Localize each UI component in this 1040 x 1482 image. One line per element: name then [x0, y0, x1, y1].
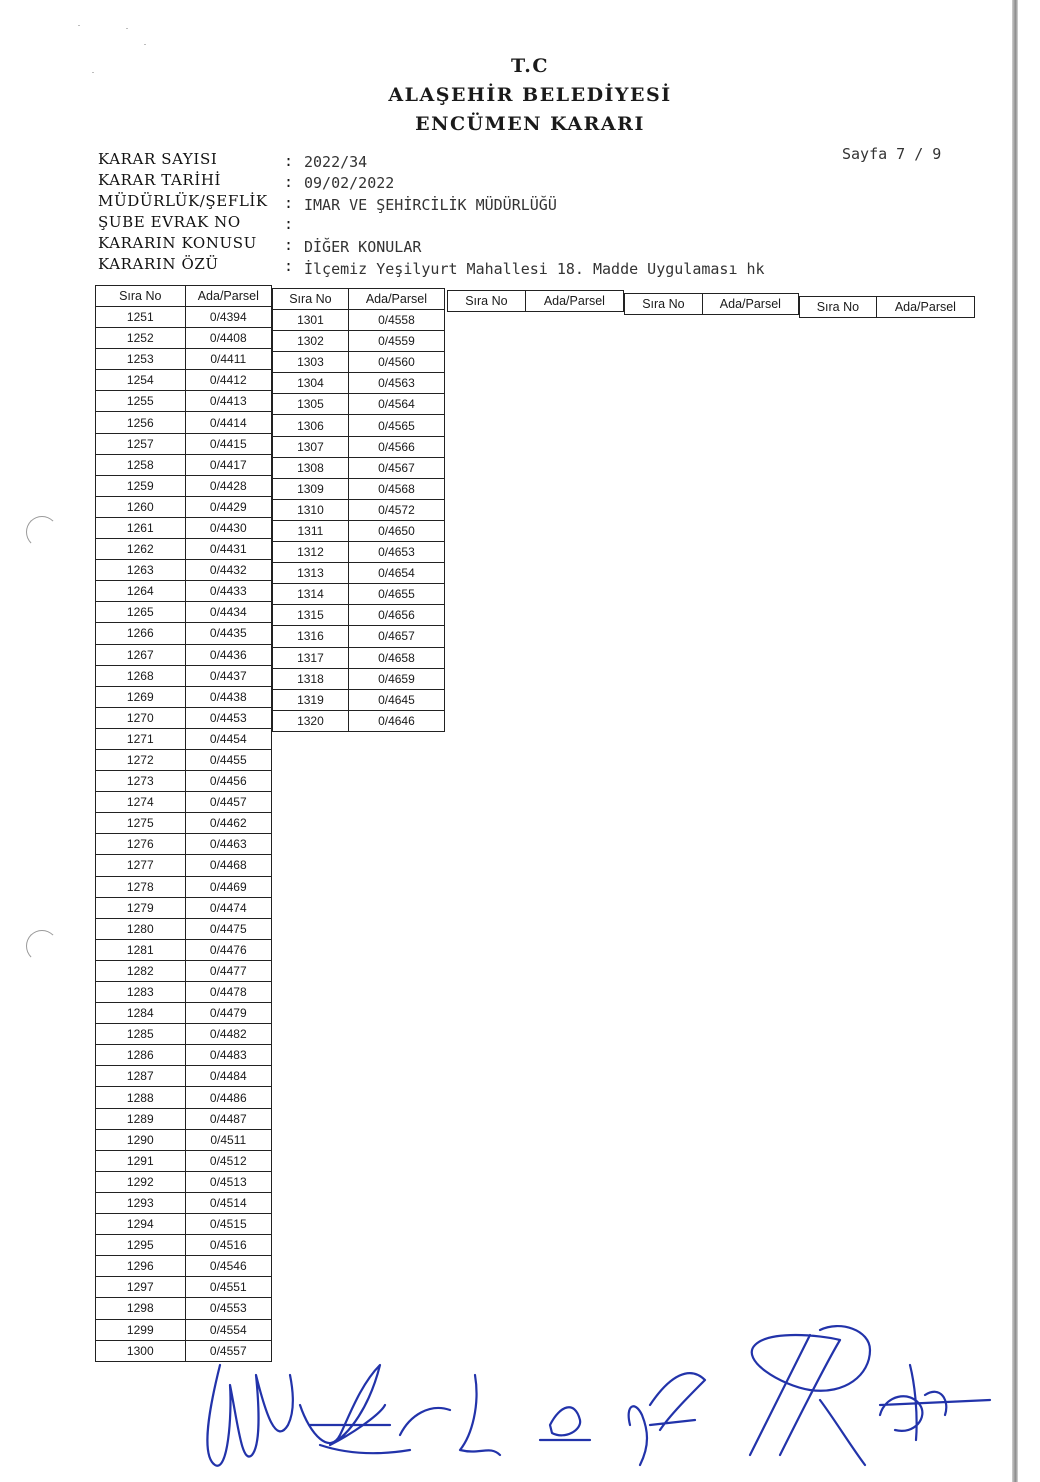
sira-no-cell: 1301 — [273, 310, 349, 331]
table-row — [96, 433, 272, 454]
sira-no-cell: 1264 — [96, 581, 186, 602]
table-row — [96, 686, 272, 707]
sira-no-cell: 1253 — [96, 349, 186, 370]
page-indicator: Sayfa 7 / 9 — [842, 145, 942, 163]
table-row — [273, 689, 445, 710]
scan-speck — [126, 28, 128, 29]
sira-no-cell: 1277 — [96, 855, 186, 876]
ada-parsel-cell: 0/4572 — [348, 499, 444, 520]
sira-no-cell: 1317 — [273, 647, 349, 668]
table-row — [96, 1045, 272, 1066]
meta-colon: : — [284, 257, 294, 275]
ada-parsel-cell: 0/4432 — [185, 560, 271, 581]
sira-no-cell: 1252 — [96, 328, 186, 349]
table-row — [96, 1066, 272, 1087]
sira-no-cell: 1268 — [96, 665, 186, 686]
ada-parsel-cell: 0/4563 — [348, 373, 444, 394]
parcel-table-group-1 — [95, 285, 272, 1362]
col-header-ada-parsel: Ada/Parsel — [525, 291, 623, 312]
sira-no-cell: 1288 — [96, 1087, 186, 1108]
header-line-3: ENCÜMEN KARARI — [415, 113, 645, 135]
ada-parsel-cell: 0/4646 — [348, 710, 444, 731]
punch-hole-top — [26, 516, 58, 548]
ada-parsel-cell: 0/4437 — [185, 665, 271, 686]
ada-parsel-cell: 0/4431 — [185, 539, 271, 560]
table-row — [96, 1150, 272, 1171]
table-row — [273, 668, 445, 689]
sira-no-cell: 1272 — [96, 749, 186, 770]
sira-no-cell: 1290 — [96, 1129, 186, 1150]
table-row — [96, 412, 272, 433]
sira-no-cell: 1269 — [96, 686, 186, 707]
table-row — [96, 496, 272, 517]
table-row — [96, 982, 272, 1003]
sira-no-cell: 1305 — [273, 394, 349, 415]
ada-parsel-cell: 0/4438 — [185, 686, 271, 707]
ada-parsel-cell: 0/4565 — [348, 415, 444, 436]
ada-parsel-cell: 0/4469 — [185, 876, 271, 897]
ada-parsel-cell: 0/4657 — [348, 626, 444, 647]
ada-parsel-cell: 0/4477 — [185, 960, 271, 981]
ada-parsel-cell: 0/4453 — [185, 707, 271, 728]
ada-parsel-cell: 0/4487 — [185, 1108, 271, 1129]
ada-parsel-cell: 0/4476 — [185, 939, 271, 960]
table-row — [96, 918, 272, 939]
sira-no-cell: 1280 — [96, 918, 186, 939]
sira-no-cell: 1270 — [96, 707, 186, 728]
table-row — [96, 623, 272, 644]
sira-no-cell: 1294 — [96, 1214, 186, 1235]
table-row — [273, 542, 445, 563]
ada-parsel-cell: 0/4414 — [185, 412, 271, 433]
table-header-row — [448, 291, 624, 312]
col-header-ada-parsel: Ada/Parsel — [876, 297, 974, 318]
sira-no-cell: 1318 — [273, 668, 349, 689]
meta-colon: : — [284, 173, 294, 191]
sira-no-cell: 1261 — [96, 517, 186, 538]
ada-parsel-cell: 0/4659 — [348, 668, 444, 689]
ada-parsel-cell: 0/4436 — [185, 644, 271, 665]
ada-parsel-cell: 0/4457 — [185, 792, 271, 813]
sira-no-cell: 1306 — [273, 415, 349, 436]
table-row — [96, 1171, 272, 1192]
col-header-ada-parsel: Ada/Parsel — [702, 294, 798, 315]
table-row — [96, 897, 272, 918]
handwritten-signatures — [180, 1305, 1010, 1482]
sira-no-cell: 1279 — [96, 897, 186, 918]
table-row — [96, 728, 272, 749]
parcel-table-group-4 — [624, 293, 799, 315]
ada-parsel-cell: 0/4512 — [185, 1150, 271, 1171]
table-row — [96, 1087, 272, 1108]
meta-label: MÜDÜRLÜK/ŞEFLİK — [98, 192, 268, 210]
sira-no-cell: 1266 — [96, 623, 186, 644]
ada-parsel-cell: 0/4474 — [185, 897, 271, 918]
ada-parsel-cell: 0/4463 — [185, 834, 271, 855]
punch-hole-bottom — [26, 930, 58, 962]
ada-parsel-cell: 0/4478 — [185, 982, 271, 1003]
table-row — [96, 707, 272, 728]
col-header-ada-parsel: Ada/Parsel — [185, 286, 271, 307]
meta-value: DİĞER KONULAR — [304, 238, 422, 256]
sira-no-cell: 1257 — [96, 433, 186, 454]
meta-value: IMAR VE ŞEHİRCİLİK MÜDÜRLÜĞÜ — [304, 196, 557, 214]
ada-parsel-cell: 0/4435 — [185, 623, 271, 644]
table-row — [273, 457, 445, 478]
sira-no-cell: 1278 — [96, 876, 186, 897]
signature-4 — [540, 1407, 590, 1440]
table-row — [96, 1108, 272, 1129]
sira-no-cell: 1295 — [96, 1235, 186, 1256]
ada-parsel-cell: 0/4479 — [185, 1003, 271, 1024]
meta-value: 2022/34 — [304, 153, 368, 171]
ada-parsel-cell: 0/4658 — [348, 647, 444, 668]
ada-parsel-cell: 0/4553 — [185, 1298, 271, 1319]
ada-parsel-cell: 0/4558 — [348, 310, 444, 331]
parcel-table-group-5 — [799, 296, 975, 318]
sira-no-cell: 1309 — [273, 478, 349, 499]
sira-no-cell: 1291 — [96, 1150, 186, 1171]
table-row — [96, 370, 272, 391]
sira-no-cell: 1260 — [96, 496, 186, 517]
table-header-row — [96, 286, 272, 307]
ada-parsel-cell: 0/4546 — [185, 1256, 271, 1277]
ada-parsel-cell: 0/4513 — [185, 1171, 271, 1192]
table-row — [96, 771, 272, 792]
sira-no-cell: 1287 — [96, 1066, 186, 1087]
table-row — [96, 454, 272, 475]
table-row — [96, 792, 272, 813]
table-row — [273, 478, 445, 499]
table-row — [96, 391, 272, 412]
scan-speck — [92, 72, 94, 73]
ada-parsel-cell: 0/4551 — [185, 1277, 271, 1298]
table-row — [273, 520, 445, 541]
ada-parsel-cell: 0/4515 — [185, 1214, 271, 1235]
meta-label: KARAR SAYISI — [98, 150, 218, 168]
sira-no-cell: 1259 — [96, 475, 186, 496]
ada-parsel-cell: 0/4484 — [185, 1066, 271, 1087]
sira-no-cell: 1262 — [96, 539, 186, 560]
signature-5 — [629, 1373, 705, 1465]
table-row — [96, 644, 272, 665]
parcel-table-group-2 — [272, 288, 445, 732]
sira-no-cell: 1300 — [96, 1340, 186, 1361]
meta-colon: : — [284, 152, 294, 170]
table-header-row — [625, 294, 799, 315]
scan-edge — [1012, 0, 1018, 1482]
sira-no-cell: 1271 — [96, 728, 186, 749]
sira-no-cell: 1258 — [96, 454, 186, 475]
ada-parsel-cell: 0/4655 — [348, 584, 444, 605]
sira-no-cell: 1274 — [96, 792, 186, 813]
ada-parsel-cell: 0/4417 — [185, 454, 271, 475]
table-row — [273, 310, 445, 331]
sira-no-cell: 1297 — [96, 1277, 186, 1298]
meta-colon: : — [284, 236, 294, 254]
table-row — [96, 475, 272, 496]
table-row — [96, 328, 272, 349]
parcel-table-group-3 — [447, 290, 624, 312]
ada-parsel-cell: 0/4656 — [348, 605, 444, 626]
sira-no-cell: 1282 — [96, 960, 186, 981]
scan-speck — [144, 44, 146, 45]
ada-parsel-cell: 0/4408 — [185, 328, 271, 349]
sira-no-cell: 1256 — [96, 412, 186, 433]
signature-3 — [400, 1375, 500, 1455]
sira-no-cell: 1263 — [96, 560, 186, 581]
ada-parsel-cell: 0/4566 — [348, 436, 444, 457]
sira-no-cell: 1273 — [96, 771, 186, 792]
ada-parsel-cell: 0/4511 — [185, 1129, 271, 1150]
table-row — [273, 647, 445, 668]
col-header-ada-parsel: Ada/Parsel — [348, 289, 444, 310]
table-row — [96, 1235, 272, 1256]
document-header — [360, 52, 700, 139]
table-row — [96, 749, 272, 770]
ada-parsel-cell: 0/4554 — [185, 1319, 271, 1340]
sira-no-cell: 1298 — [96, 1298, 186, 1319]
col-header-sira-no: Sıra No — [800, 297, 877, 318]
table-row — [96, 939, 272, 960]
sira-no-cell: 1312 — [273, 542, 349, 563]
ada-parsel-cell: 0/4483 — [185, 1045, 271, 1066]
ada-parsel-cell: 0/4514 — [185, 1192, 271, 1213]
table-row — [273, 710, 445, 731]
sira-no-cell: 1316 — [273, 626, 349, 647]
table-row — [96, 665, 272, 686]
sira-no-cell: 1251 — [96, 307, 186, 328]
header-line-2: ALAŞEHİR BELEDİYESİ — [388, 84, 672, 106]
table-row — [96, 1256, 272, 1277]
ada-parsel-cell: 0/4462 — [185, 813, 271, 834]
ada-parsel-cell: 0/4394 — [185, 307, 271, 328]
signature-7 — [880, 1365, 990, 1440]
table-header-row — [800, 297, 975, 318]
ada-parsel-cell: 0/4434 — [185, 602, 271, 623]
ada-parsel-cell: 0/4650 — [348, 520, 444, 541]
ada-parsel-cell: 0/4413 — [185, 391, 271, 412]
ada-parsel-cell: 0/4559 — [348, 331, 444, 352]
signature-1 — [207, 1365, 292, 1466]
sira-no-cell: 1267 — [96, 644, 186, 665]
table-row — [96, 560, 272, 581]
table-header-row — [273, 289, 445, 310]
sira-no-cell: 1310 — [273, 499, 349, 520]
ada-parsel-cell: 0/4653 — [348, 542, 444, 563]
table-row — [273, 394, 445, 415]
sira-no-cell: 1303 — [273, 352, 349, 373]
meta-value: 09/02/2022 — [304, 174, 395, 192]
table-row — [96, 1214, 272, 1235]
meta-colon: : — [284, 194, 294, 212]
sira-no-cell: 1307 — [273, 436, 349, 457]
sira-no-cell: 1276 — [96, 834, 186, 855]
table-row — [96, 1129, 272, 1150]
ada-parsel-cell: 0/4454 — [185, 728, 271, 749]
col-header-sira-no: Sıra No — [625, 294, 703, 315]
sira-no-cell: 1284 — [96, 1003, 186, 1024]
ada-parsel-cell: 0/4568 — [348, 478, 444, 499]
table-row — [273, 331, 445, 352]
ada-parsel-cell: 0/4433 — [185, 581, 271, 602]
meta-label: KARAR TARİHİ — [98, 171, 222, 189]
sira-no-cell: 1285 — [96, 1024, 186, 1045]
col-header-sira-no: Sıra No — [96, 286, 186, 307]
sira-no-cell: 1255 — [96, 391, 186, 412]
col-header-sira-no: Sıra No — [273, 289, 349, 310]
table-row — [96, 539, 272, 560]
table-row — [96, 1024, 272, 1045]
sira-no-cell: 1302 — [273, 331, 349, 352]
sira-no-cell: 1275 — [96, 813, 186, 834]
sira-no-cell: 1265 — [96, 602, 186, 623]
meta-label: KARARIN ÖZÜ — [98, 255, 219, 273]
table-row — [273, 563, 445, 584]
table-row — [96, 1003, 272, 1024]
table-row — [96, 834, 272, 855]
sira-no-cell: 1308 — [273, 457, 349, 478]
ada-parsel-cell: 0/4567 — [348, 457, 444, 478]
table-row — [96, 1192, 272, 1213]
sira-no-cell: 1314 — [273, 584, 349, 605]
ada-parsel-cell: 0/4557 — [185, 1340, 271, 1361]
header-line-1: T.C — [511, 55, 549, 77]
table-row — [273, 605, 445, 626]
table-row — [96, 581, 272, 602]
sira-no-cell: 1320 — [273, 710, 349, 731]
table-row — [273, 626, 445, 647]
ada-parsel-cell: 0/4564 — [348, 394, 444, 415]
table-row — [273, 352, 445, 373]
sira-no-cell: 1289 — [96, 1108, 186, 1129]
meta-label: ŞUBE EVRAK NO — [98, 213, 241, 231]
sira-no-cell: 1293 — [96, 1192, 186, 1213]
sira-no-cell: 1292 — [96, 1171, 186, 1192]
table-row — [96, 307, 272, 328]
ada-parsel-cell: 0/4415 — [185, 433, 271, 454]
ada-parsel-cell: 0/4475 — [185, 918, 271, 939]
meta-colon: : — [284, 215, 294, 233]
ada-parsel-cell: 0/4411 — [185, 349, 271, 370]
ada-parsel-cell: 0/4429 — [185, 496, 271, 517]
sira-no-cell: 1299 — [96, 1319, 186, 1340]
ada-parsel-cell: 0/4468 — [185, 855, 271, 876]
col-header-sira-no: Sıra No — [448, 291, 526, 312]
sira-no-cell: 1304 — [273, 373, 349, 394]
sira-no-cell: 1254 — [96, 370, 186, 391]
sira-no-cell: 1319 — [273, 689, 349, 710]
scan-speck — [78, 25, 80, 26]
sira-no-cell: 1313 — [273, 563, 349, 584]
ada-parsel-cell: 0/4430 — [185, 517, 271, 538]
table-row — [96, 813, 272, 834]
table-row — [96, 855, 272, 876]
table-row — [273, 373, 445, 394]
sira-no-cell: 1315 — [273, 605, 349, 626]
sira-no-cell: 1283 — [96, 982, 186, 1003]
ada-parsel-cell: 0/4482 — [185, 1024, 271, 1045]
meta-value: İlçemiz Yeşilyurt Mahallesi 18. Madde Uygulaması hk — [304, 260, 765, 278]
table-row — [273, 499, 445, 520]
ada-parsel-cell: 0/4516 — [185, 1235, 271, 1256]
sira-no-cell: 1281 — [96, 939, 186, 960]
ada-parsel-cell: 0/4486 — [185, 1087, 271, 1108]
ada-parsel-cell: 0/4560 — [348, 352, 444, 373]
table-row — [96, 349, 272, 370]
table-row — [96, 876, 272, 897]
ada-parsel-cell: 0/4456 — [185, 771, 271, 792]
signature-2 — [300, 1365, 410, 1453]
table-row — [96, 1277, 272, 1298]
table-row — [273, 415, 445, 436]
sira-no-cell: 1296 — [96, 1256, 186, 1277]
signature-6 — [750, 1326, 870, 1465]
ada-parsel-cell: 0/4654 — [348, 563, 444, 584]
table-row — [96, 517, 272, 538]
table-row — [96, 602, 272, 623]
ada-parsel-cell: 0/4428 — [185, 475, 271, 496]
table-row — [96, 960, 272, 981]
table-row — [273, 436, 445, 457]
ada-parsel-cell: 0/4412 — [185, 370, 271, 391]
ada-parsel-cell: 0/4455 — [185, 749, 271, 770]
ada-parsel-cell: 0/4645 — [348, 689, 444, 710]
sira-no-cell: 1311 — [273, 520, 349, 541]
table-row — [273, 584, 445, 605]
meta-label: KARARIN KONUSU — [98, 234, 257, 252]
sira-no-cell: 1286 — [96, 1045, 186, 1066]
